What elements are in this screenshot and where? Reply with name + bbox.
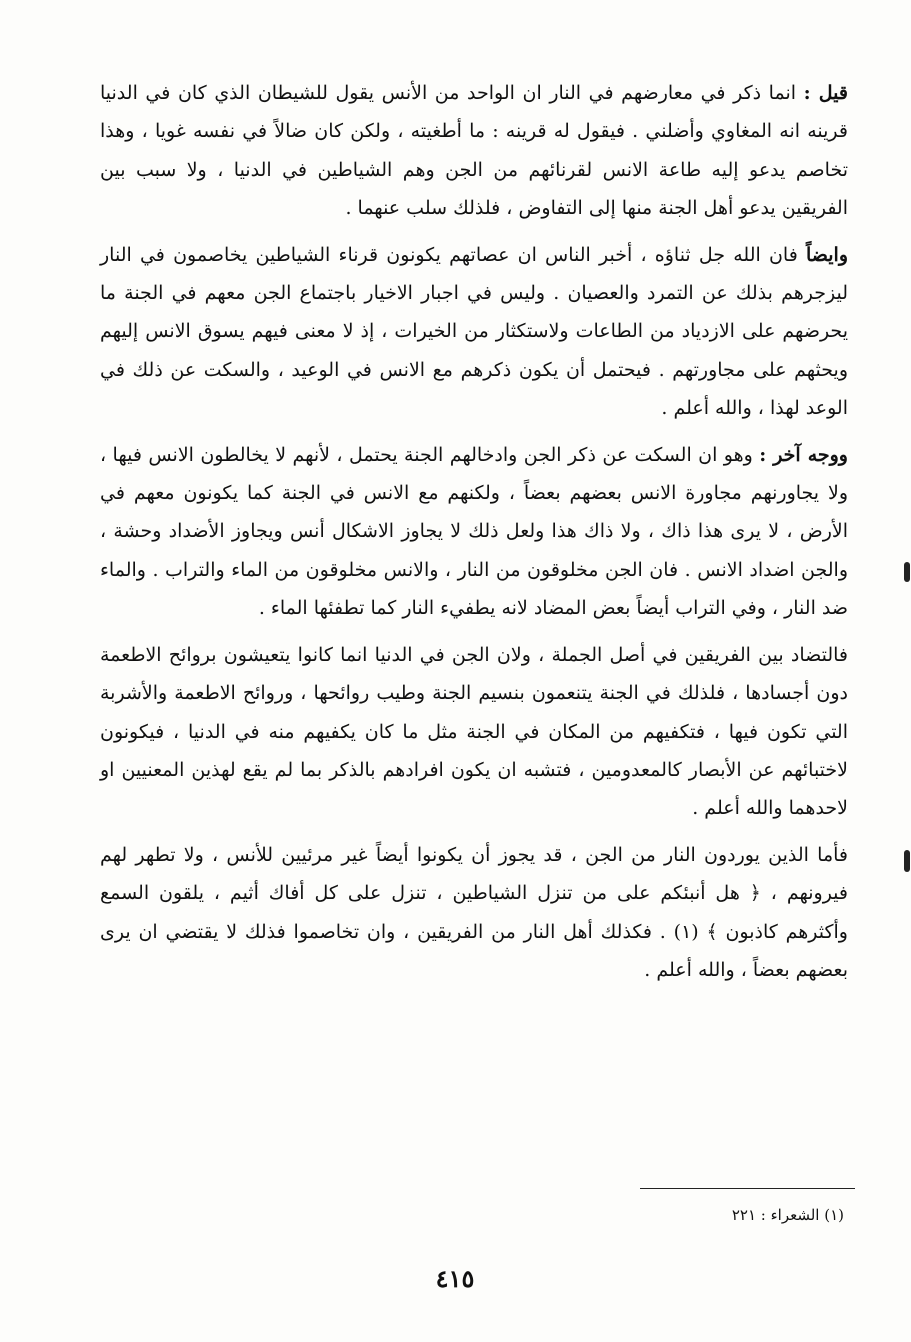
paragraph-text: فان الله جل ثناؤه ، أخبر الناس ان عصاتهم يكونون قرناء الشياطين يخاصمون في النار ليزجرهم بذلك عن التمرد والعصيان . وليس في اجبار الاخيار باجتماع الجن معهم في الجنة ما يحرضهم على الازدياد من الطاعات ولاستكثار من الخيرات ، إذ لا معنى فيهم يسوق الانس إليهم ويحثهم على مجاورتهم . فيحتمل أن يكون ذكرهم مع الانس في الوعيد ، والسكت عن ذلك في الوعد لهذا ، والله أعلم . xyxy=(100,243,848,420)
paragraph-lead: قيل : xyxy=(803,82,848,104)
paragraph-3 xyxy=(100,436,848,628)
paragraph-1 xyxy=(100,74,848,228)
binding-mark xyxy=(904,850,910,872)
paragraph-2 xyxy=(100,236,848,428)
paragraph-text: فالتضاد بين الفريقين في أصل الجملة ، ولان الجن في الدنيا انما كانوا يتعيشون بروائح الاطعمة دون أجسادها ، فلذلك في الجنة يتنعمون بنسيم الجنة وطيب روائحها ، وروائح الاطعمة والأشربة التي تكون فيها ، فتكفيهم من المكان في الجنة مثل ما كان يكفيهم منه في الدنيا ، فيكونون لاختبائهم عن الأبصار كالمعدومين ، فتشبه ان يكون افرادهم بالذكر بما لم يقع لهذين المعنيين او لاحدهما والله أعلم . xyxy=(100,643,848,820)
paragraph-text: انما ذكر في معارضهم في النار ان الواحد من الأنس يقول للشيطان الذي كان في الدنيا قرينه انه المغاوي وأضلني . فيقول له قرينه : ما أطغيته ، ولكن كان ضالاً في نفسه غويا ، وهذا تخاصم يدعو إليه طاعة الانس لقرنائهم من الجن وهم الشياطين في الدنيا ، ولا سبب بين الفريقين يدعو أهل الجنة منها إلى التفاوض ، فلذلك سلب عنهما . xyxy=(100,82,848,220)
page-number: ٤١٥ xyxy=(435,1264,475,1293)
paragraph-lead: وايضاً xyxy=(805,243,848,266)
binding-mark xyxy=(904,562,910,582)
paragraph-5 xyxy=(100,836,848,990)
footnote-divider xyxy=(640,1188,855,1189)
paragraph-lead: ووجه آخر : xyxy=(759,443,848,466)
paragraph-text: وهو ان السكت عن ذكر الجن وادخالهم الجنة يحتمل ، لأنهم لا يخالطون الانس فيها ، ولا يجاورنهم مجاورة الانس بعضهم بعضاً ، ولكنهم مع الانس في الجنة كما يكونون معهم في الأرض ، لا يرى هذا ذاك ، ولا ذاك هذا ولعل ذلك لا يجاوز الاشكال أنس ويجاوز الأضداد وحشة ، والجن اضداد الانس . فان الجن مخلوقون من النار ، والانس مخلوقون من الماء والتراب . والماء ضد النار ، وفي التراب أيضاً بعض المضاد لانه يطفيء النار كما تطفئها الماء . xyxy=(100,443,848,620)
body-text xyxy=(100,74,848,997)
footnote: (١) الشعراء : ٢٢١ xyxy=(731,1206,844,1224)
paragraph-4 xyxy=(100,636,848,828)
paragraph-text: فأما الذين يوردون النار من الجن ، قد يجوز أن يكونوا أيضاً غير مرئيين للأنس ، ولا تطهر لهم فيرونهم ، ﴿ هل أنبئكم على من تنزل الشياطين ، تنزل على كل أفاك أثيم ، يلقون السمع وأكثرهم كاذبون ﴾ (١) . فكذلك أهل النار من الفريقين ، وان تخاصموا فذلك لا يقتضي ان يرى بعضهم بعضاً ، والله أعلم . xyxy=(100,843,848,981)
